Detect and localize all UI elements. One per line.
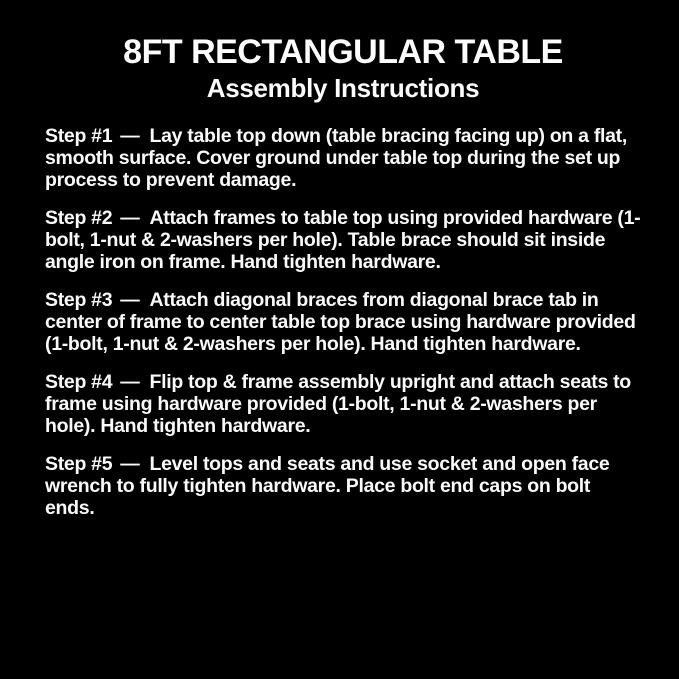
step-3-text: Attach diagonal braces from diagonal brace tab in center of frame to center table top brace using hardware provided (1-bolt, 1-nut & 2-washers per hole). Hand tighten hardware. [45,288,636,355]
step-item-5 [45,453,641,519]
step-2-label: Step #2 [45,206,113,229]
step-item-1 [45,125,641,191]
step-item-4 [45,371,641,437]
step-3-label: Step #3 [45,288,113,311]
page-title: 8FT RECTANGULAR TABLE [123,33,563,71]
step-1-label: Step #1 [45,124,113,147]
step-item-2 [45,207,641,273]
step-1-text: Lay table top down (table bracing facing up) on a flat, smooth surface. Cover ground under table top during the set up process to prevent damage. [45,124,627,191]
page-subtitle: Assembly Instructions [206,73,480,104]
step-1-dash: — [120,124,140,147]
steps-list [45,125,641,519]
step-3-dash: — [120,288,140,311]
step-5-text: Level tops and seats and use socket and open face wrench to fully tighten hardware. Place bolt end caps on bolt ends. [45,452,610,519]
step-4-text: Flip top & frame assembly upright and attach seats to frame using hardware provided (1-bolt, 1-nut & 2-washers per hole). Hand tighten hardware. [45,370,631,437]
step-item-3 [45,289,641,355]
step-5-dash: — [120,452,140,475]
step-4-dash: — [120,370,140,393]
step-4-label: Step #4 [45,370,113,393]
step-2-text: Attach frames to table top using provided hardware (1-bolt, 1-nut & 2-washers per hole). Table brace should sit inside angle iron on frame. Hand tighten hardware. [45,206,641,273]
step-5-label: Step #5 [45,452,113,475]
step-2-dash: — [120,206,140,229]
